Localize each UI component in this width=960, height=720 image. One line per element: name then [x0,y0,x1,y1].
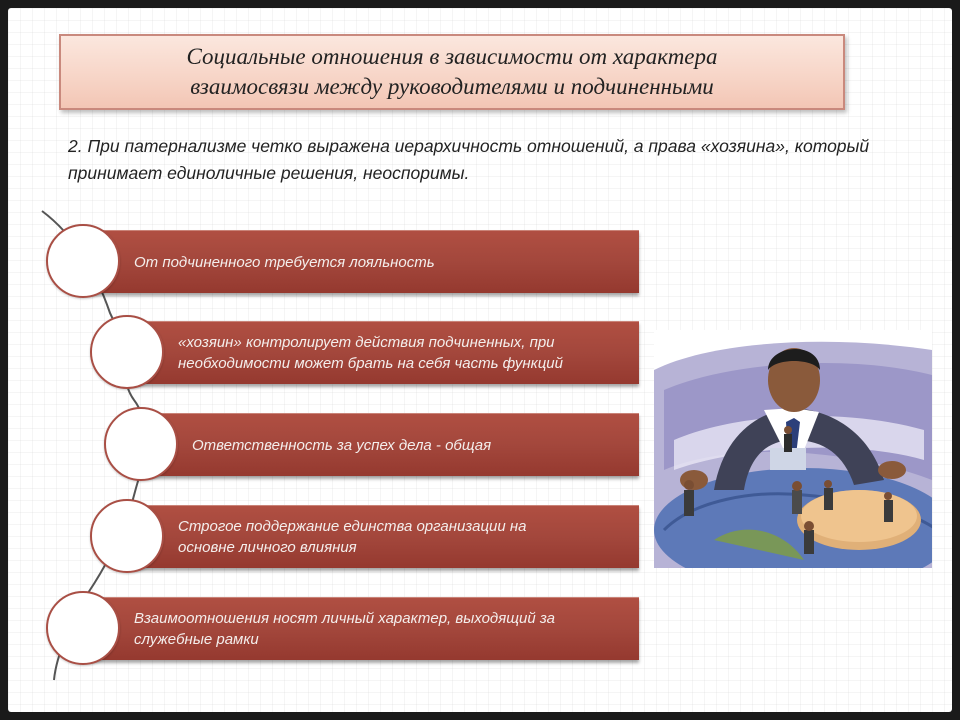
list-item-label: «хозяин» контролирует действия подчиненных, при необходимости может брать на себя часть функций [178,334,563,372]
list-item-3 [138,413,639,476]
list-item-2 [124,321,639,384]
list-item-label: Строгое поддержание единства организации на основне личного влияния [178,518,527,556]
list-item-4 [124,505,639,568]
list-item-label: Ответственность за успех дела - общая [192,436,492,454]
slide-title: Социальные отношения в зависимости от характера взаимосвязи между руководителями и подчиненными [186,44,718,99]
bullet-circle-4 [90,499,164,573]
boss-illustration [654,330,932,568]
bullet-circle-2 [90,315,164,389]
list-item-label: От подчиненного требуется лояльность [134,253,435,271]
bullet-circle-3 [104,407,178,481]
bullet-circle-1 [46,224,120,298]
title-box [59,34,845,110]
list-item-1 [78,230,639,293]
slide [8,8,952,712]
slide-subtitle: 2. При патернализме четко выражена иерархичность отношений, а права «хозяина», который принимает единоличные решения, неоспоримы. [68,136,870,183]
list-item-label: Взаимоотношения носят личный характер, выходящий за служебные рамки [134,610,555,648]
list-item-5 [78,597,639,660]
bullet-circle-5 [46,591,120,665]
